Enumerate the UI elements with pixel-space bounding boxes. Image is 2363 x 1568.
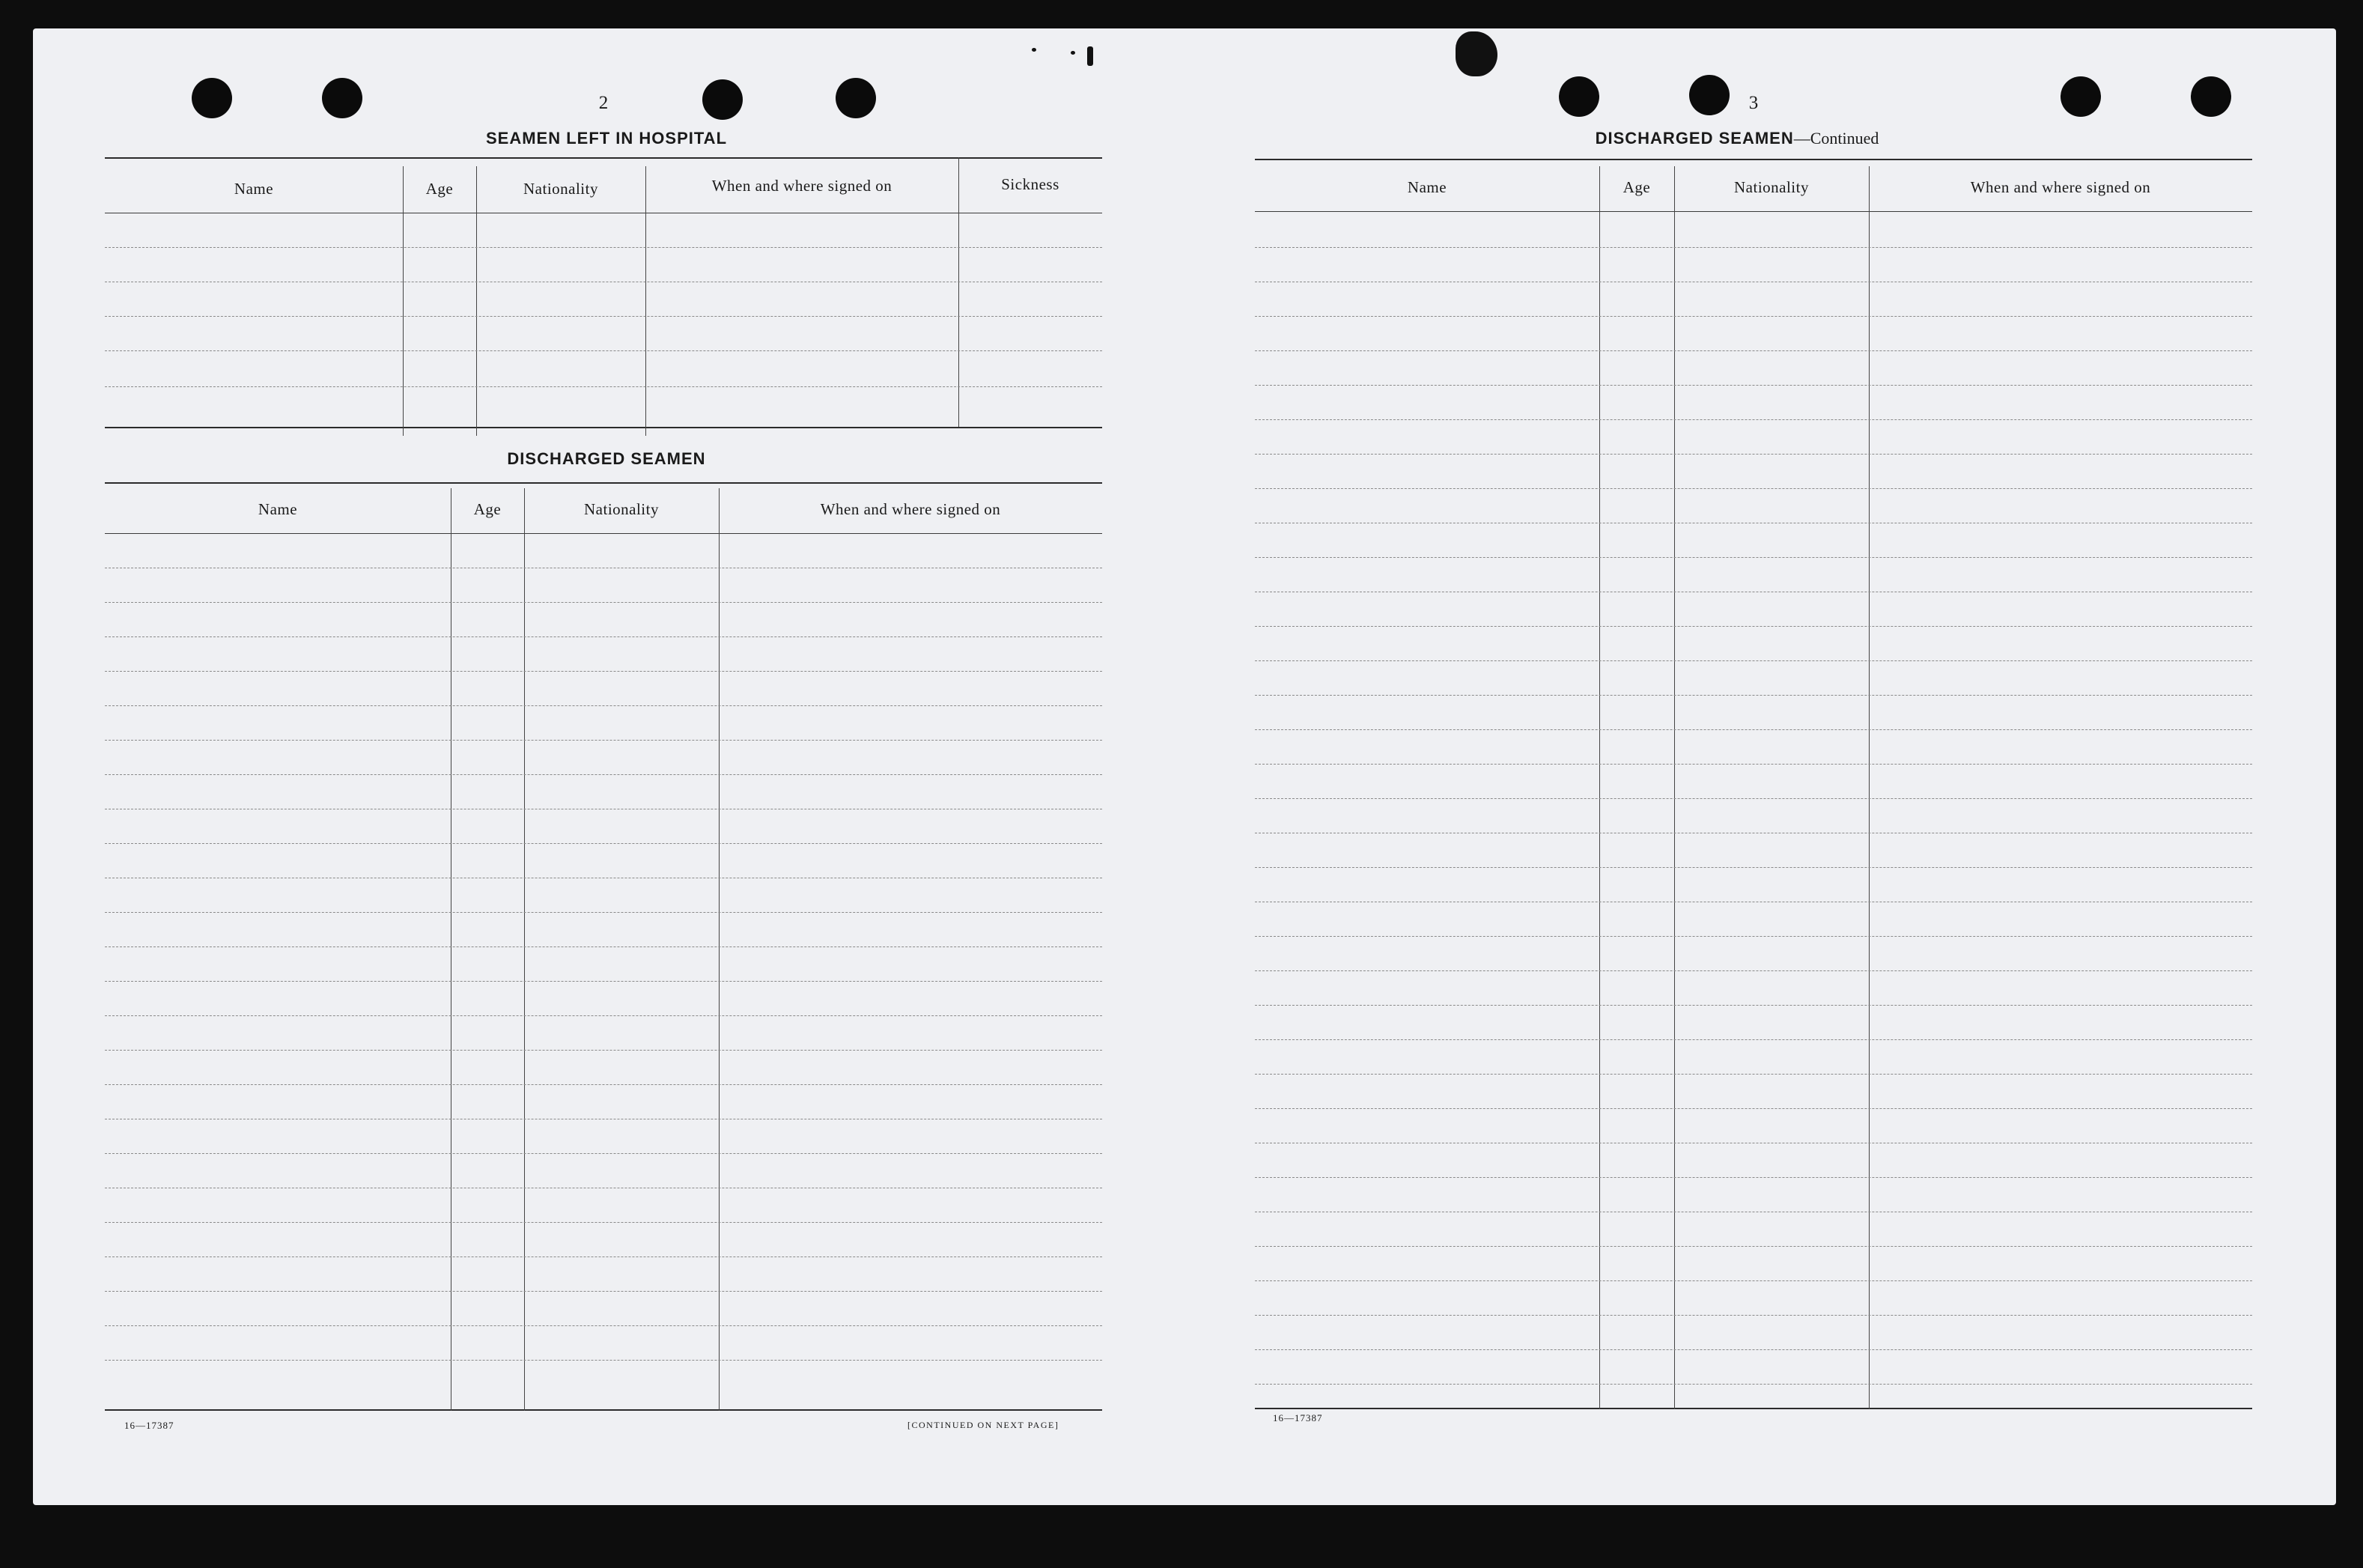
column-header-age: Age xyxy=(473,500,502,518)
row-line xyxy=(105,912,1102,913)
row-line xyxy=(1255,247,2252,248)
hospital-table xyxy=(105,157,1102,427)
row-line xyxy=(1255,1315,2252,1316)
row-line xyxy=(105,636,1102,637)
row-line xyxy=(1255,626,2252,627)
discharged-continued-title xyxy=(1542,129,1932,148)
row-line xyxy=(105,740,1102,741)
row-line xyxy=(1255,488,2252,489)
row-line xyxy=(105,705,1102,706)
punch-hole xyxy=(836,78,876,118)
column-header-sickness: Sickness xyxy=(1001,175,1059,193)
title-text: DISCHARGED SEAMEN xyxy=(1595,129,1794,148)
column-header-name: Name xyxy=(234,180,274,198)
row-line xyxy=(1255,1005,2252,1006)
ink-speck xyxy=(1071,51,1075,55)
row-line xyxy=(1255,936,2252,937)
discharged-table-right xyxy=(1255,159,2252,1409)
row-line xyxy=(1255,1246,2252,1247)
punch-hole xyxy=(702,79,743,120)
row-line xyxy=(105,671,1102,672)
ink-speck xyxy=(1087,46,1093,66)
form-code-left: 16—17387 xyxy=(124,1420,174,1431)
row-line xyxy=(1255,316,2252,317)
row-line xyxy=(105,247,1102,248)
row-line xyxy=(1255,764,2252,765)
row-line xyxy=(105,981,1102,982)
column-header-when-where: When and where signed on xyxy=(820,500,1001,518)
ink-speck xyxy=(1032,48,1036,52)
punch-hole xyxy=(2061,76,2101,117)
row-line xyxy=(105,843,1102,844)
table-bottom-rule xyxy=(105,1409,1102,1411)
column-divider xyxy=(524,488,525,1411)
table-top-rule xyxy=(105,482,1102,484)
punch-hole xyxy=(192,78,232,118)
row-line xyxy=(105,1084,1102,1085)
title-continued: —Continued xyxy=(1793,129,1879,148)
row-line xyxy=(105,1222,1102,1223)
column-header-nationality: Nationality xyxy=(584,500,659,518)
form-code-right: 16—17387 xyxy=(1273,1412,1323,1423)
row-line xyxy=(105,602,1102,603)
column-header-nationality: Nationality xyxy=(523,180,598,198)
table-header-rule xyxy=(1255,211,2252,212)
row-line xyxy=(1255,1177,2252,1178)
continued-note: [CONTINUED ON NEXT PAGE] xyxy=(907,1420,1059,1430)
row-line xyxy=(105,1291,1102,1292)
page-number-right: 3 xyxy=(1748,93,1759,113)
row-line xyxy=(1255,385,2252,386)
row-line xyxy=(105,350,1102,351)
row-line xyxy=(105,946,1102,947)
row-line xyxy=(1255,1074,2252,1075)
column-header-age: Age xyxy=(1623,178,1651,196)
table-top-rule xyxy=(105,157,1102,159)
punch-hole xyxy=(1559,76,1599,117)
column-divider xyxy=(403,166,404,436)
row-line xyxy=(1255,350,2252,351)
row-line xyxy=(1255,867,2252,868)
row-line xyxy=(1255,1384,2252,1385)
column-header-name: Name xyxy=(258,500,298,518)
column-header-when-where: When and where signed on xyxy=(1970,178,2151,196)
paper-tear xyxy=(1456,31,1497,76)
row-line xyxy=(1255,729,2252,730)
row-line xyxy=(105,1325,1102,1326)
hospital-section-title: SEAMEN LEFT IN HOSPITAL xyxy=(485,129,728,148)
column-divider xyxy=(645,166,646,436)
column-header-name: Name xyxy=(1407,178,1447,196)
row-line xyxy=(1255,1039,2252,1040)
row-line xyxy=(105,1015,1102,1016)
row-line xyxy=(1255,970,2252,971)
row-line xyxy=(105,1050,1102,1051)
row-line xyxy=(1255,695,2252,696)
row-line xyxy=(1255,798,2252,799)
column-divider xyxy=(1674,166,1675,1409)
row-line xyxy=(1255,1280,2252,1281)
column-header-nationality: Nationality xyxy=(1734,178,1809,196)
column-divider xyxy=(719,488,720,1411)
row-line xyxy=(105,1256,1102,1257)
row-line xyxy=(105,316,1102,317)
row-line xyxy=(1255,557,2252,558)
table-top-rule xyxy=(1255,159,2252,160)
row-line xyxy=(1255,454,2252,455)
punch-hole xyxy=(2191,76,2231,117)
row-line xyxy=(1255,419,2252,420)
row-line xyxy=(105,1153,1102,1154)
row-line xyxy=(1255,660,2252,661)
table-bottom-rule xyxy=(1255,1408,2252,1409)
column-header-age: Age xyxy=(425,180,454,198)
row-line xyxy=(105,386,1102,387)
row-line xyxy=(1255,1108,2252,1109)
discharged-section-title-left: DISCHARGED SEAMEN xyxy=(507,449,706,468)
row-line xyxy=(1255,1349,2252,1350)
row-line xyxy=(105,774,1102,775)
table-bottom-rule xyxy=(105,427,1102,428)
column-divider xyxy=(1599,166,1600,1409)
discharged-table-left xyxy=(105,482,1102,1411)
table-header-rule xyxy=(105,533,1102,534)
punch-hole xyxy=(322,78,362,118)
punch-hole xyxy=(1689,75,1730,115)
page-number-left: 2 xyxy=(598,93,609,113)
column-divider xyxy=(476,166,477,436)
column-divider xyxy=(1869,166,1870,1409)
column-header-when-where: When and where signed on xyxy=(711,177,892,195)
row-line xyxy=(105,1360,1102,1361)
